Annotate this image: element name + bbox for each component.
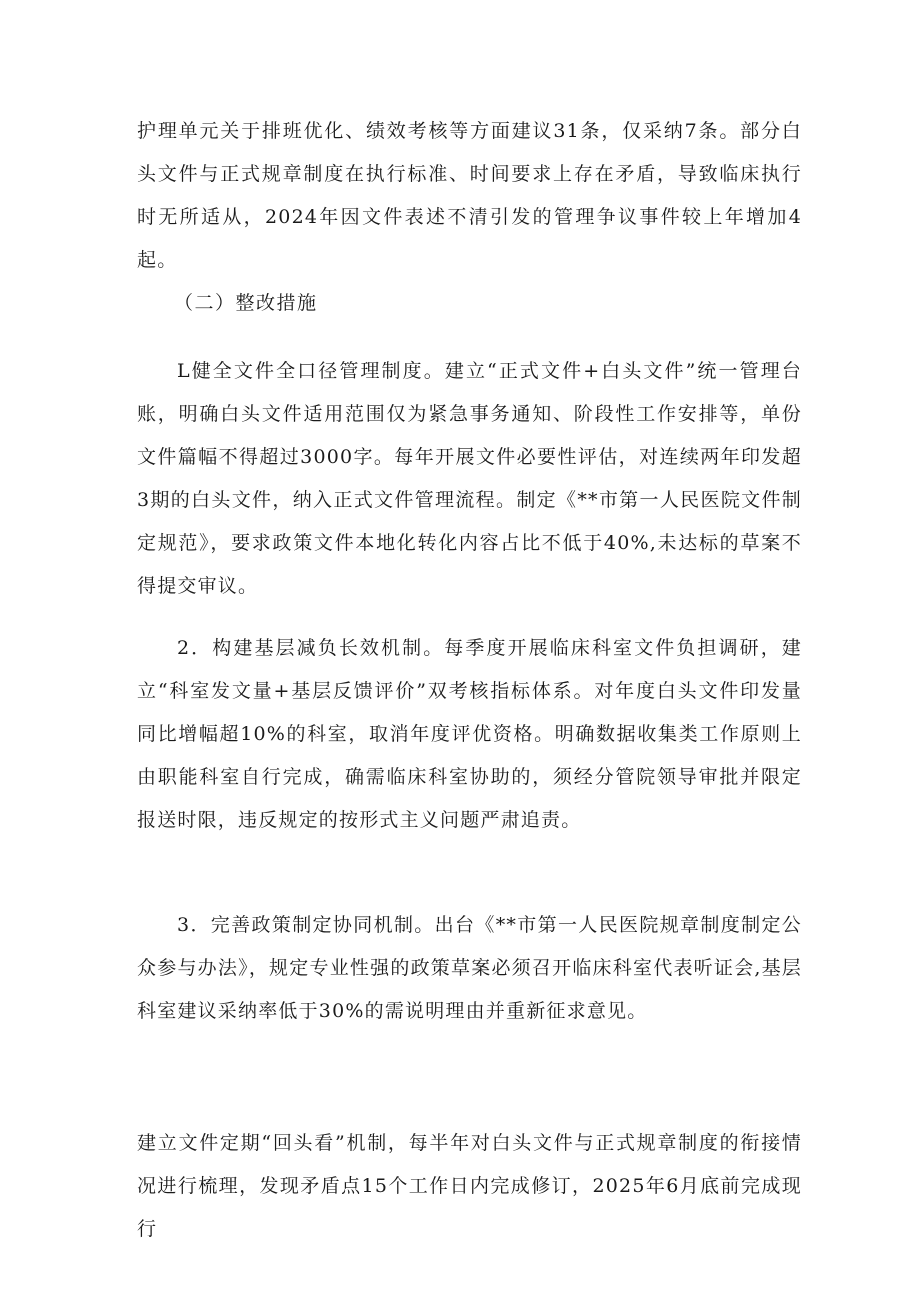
paragraph-problem-summary: 护理单元关于排班优化、绩效考核等方面建议31条，仅采纳7条。部分白头文件与正式规章制度在执行标准、时间要求上存在矛盾，导致临床执行时无所适从，2024年因文件表述不清引发的管理争议事件较上年增加4起。	[137, 120, 802, 271]
paragraph-measure-1: L健全文件全口径管理制度。建立“正式文件+白头文件”统一管理台账，明确白头文件适用范围仅为紧急事务通知、阶段性工作安排等，单份文件篇幅不得超过3000字。每年开展文件必要性评估，对连续两年印发超3期的白头文件，纳入正式文件管理流程。制定《**市第一人民医院文件制定规范》，要求政策文件本地化转化内容占比不低于40%,未达标的草案不得提交审议。	[137, 360, 802, 597]
section-heading-rectification: （二）整改措施	[174, 292, 318, 314]
paragraph-measure-3: 3．完善政策制定协同机制。出台《**市第一人民医院规章制度制定公众参与办法》，规定专业性强的政策草案必须召开临床科室代表听证会,基层科室建议采纳率低于30%的需说明理由并重新征求意见。	[137, 914, 802, 1022]
paragraph-measure-2: 2．构建基层减负长效机制。每季度开展临床科室文件负担调研，建立“科室发文量+基层反馈评价”双考核指标体系。对年度白头文件印发量同比增幅超10%的科室，取消年度评优资格。明确数据收集类工作原则上由职能科室自行完成，确需临床科室协助的，须经分管院领导审批并限定报送时限，违反规定的按形式主义问题严肃追责。	[137, 637, 802, 831]
paragraph-measure-4: 建立文件定期“回头看”机制，每半年对白头文件与正式规章制度的衔接情况进行梳理，发现矛盾点15个工作日内完成修订，2025年6月底前完成现行	[137, 1132, 802, 1240]
